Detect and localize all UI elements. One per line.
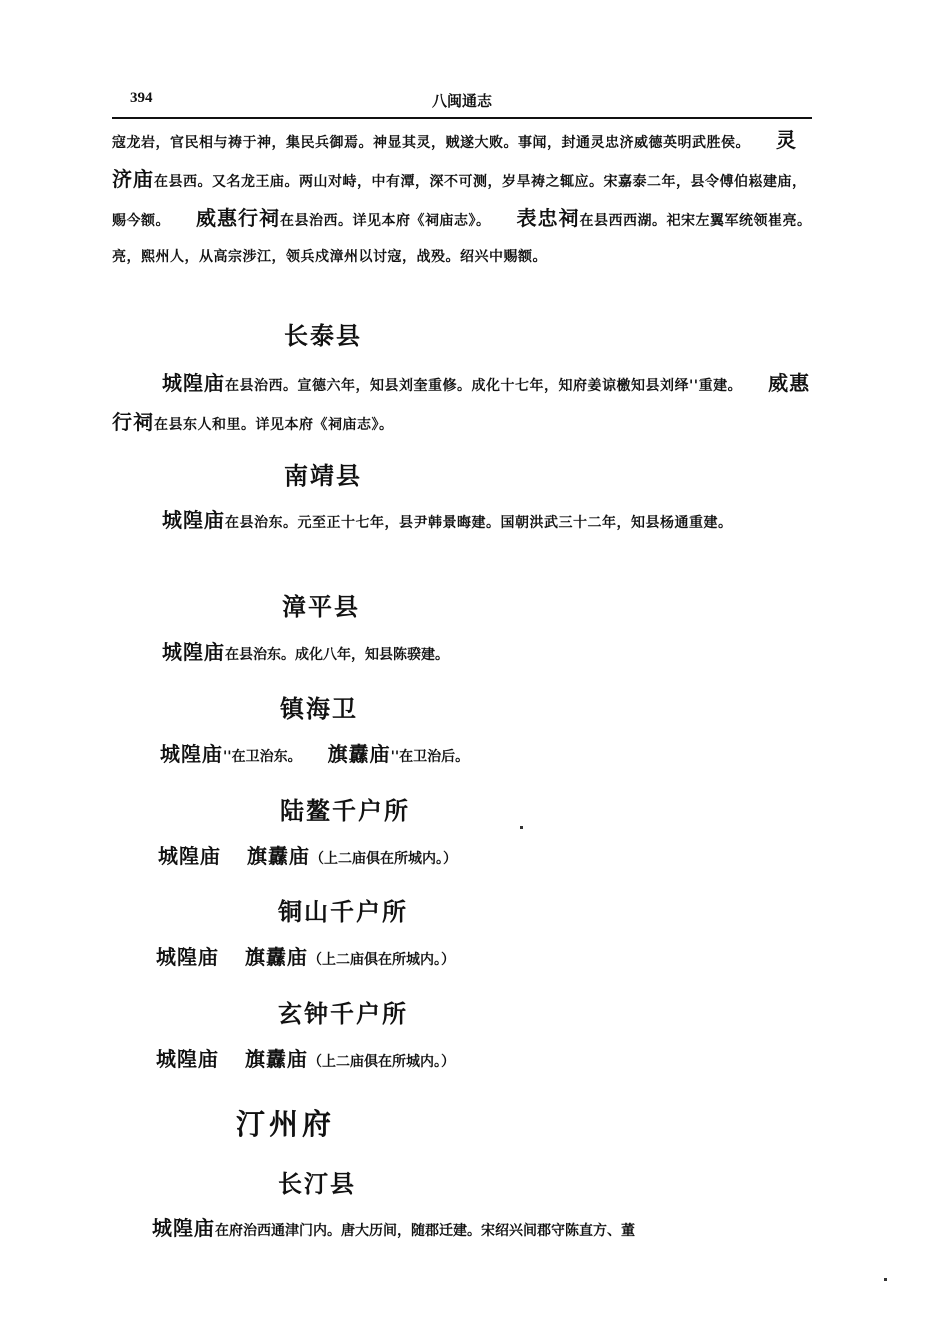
entry-text-weihui-shrine: 在县治西。详见本府《祠庙志》。 xyxy=(280,213,491,229)
scan-speck xyxy=(884,1278,887,1281)
paragraph-block-1 xyxy=(112,122,812,275)
entry-name-banner-temple: 旗纛庙 xyxy=(245,1047,308,1071)
entry-text-city-god-temple: 在县治东。成化八年，知县陈骙建。 xyxy=(225,647,449,663)
entry-text-biaozhong-shrine: 在县西西湖。祀宋左翼军统领崔亮。亮，熙州人，从高宗涉江，领兵戍漳州以讨寇，战殁。绍兴中赐额。 xyxy=(112,213,812,265)
section-heading-zhenhai: 镇海卫 xyxy=(280,694,358,723)
section-heading-changting: 长汀县 xyxy=(278,1169,356,1198)
page-header xyxy=(112,90,812,112)
scan-speck xyxy=(520,826,523,829)
entry-name-city-god-temple: 城隍庙 xyxy=(162,508,225,532)
entry-text-city-god-temple: ''在卫治东。 xyxy=(223,749,302,765)
entry-text-banner-temple: ''在卫治后。 xyxy=(390,749,470,765)
entry-name-city-god-temple: 城隍庙 xyxy=(162,640,225,664)
entry-name-lingji-temple: 灵济庙 xyxy=(112,128,797,191)
entry-name-city-god-temple: 城隍庙 xyxy=(156,1047,219,1071)
header-rule xyxy=(112,117,812,119)
line-xuanzhong xyxy=(156,1043,455,1072)
line-zhangping xyxy=(162,636,449,665)
entry-note: （上二庙俱在所城内。） xyxy=(308,1054,455,1070)
line-tongshan xyxy=(156,941,455,970)
entry-name-weihui-shrine: 威惠行祠 xyxy=(112,371,811,434)
page-number: 394 xyxy=(130,90,153,106)
entry-note: （上二庙俱在所城内。） xyxy=(310,851,457,867)
line-changting xyxy=(152,1212,635,1241)
line-luao xyxy=(158,840,457,869)
entry-name-city-god-temple: 城隍庙 xyxy=(162,371,225,395)
entry-name-banner-temple: 旗纛庙 xyxy=(247,844,310,868)
book-title: 八闽通志 xyxy=(431,92,492,110)
line-zhenhai xyxy=(160,738,469,767)
paragraph-changtai xyxy=(112,365,812,443)
entry-name-banner-temple: 旗纛庙 xyxy=(245,945,308,969)
entry-name-banner-temple: 旗纛庙 xyxy=(327,742,391,766)
text-continuation: 寇龙岩，官民相与祷于神，集民兵御焉。神显其灵，贼遂大败。事闻，封通灵忠济威德英明武胜侯。 xyxy=(112,135,750,151)
section-heading-xuanzhong: 玄钟千户所 xyxy=(278,999,408,1028)
entry-name-city-god-temple: 城隍庙 xyxy=(156,945,219,969)
section-heading-tongshan: 铜山千户所 xyxy=(278,897,408,926)
section-heading-luao: 陆鳌千户所 xyxy=(280,796,410,825)
entry-text-city-god-temple: 在县治东。元至正十七年，县尹韩景晦建。国朝洪武三十二年，知县杨通重建。 xyxy=(225,515,733,531)
section-heading-changtai: 长泰县 xyxy=(284,321,362,350)
entry-name-weihui-shrine: 威惠行祠 xyxy=(196,206,280,230)
entry-name-biaozhong-shrine: 表忠祠 xyxy=(516,206,580,230)
entry-text-weihui-shrine: 在县东人和里。详见本府《祠庙志》。 xyxy=(154,417,394,433)
entry-note: （上二庙俱在所城内。） xyxy=(308,952,455,968)
entry-text-city-god-temple: 在府治西通津门内。唐大历间，随郡迁建。宋绍兴间郡守陈直方、董 xyxy=(215,1223,635,1239)
prefecture-heading-tingzhou: 汀州府 xyxy=(236,1107,336,1141)
section-heading-nanjing: 南靖县 xyxy=(284,461,362,490)
entry-text-lingji-temple: 在县西。又名龙王庙。两山对峙，中有潭，深不可测，岁旱祷之辄应。宋嘉泰二年，县令傅伯崧建庙，赐今额。 xyxy=(112,174,807,229)
entry-name-city-god-temple: 城隍庙 xyxy=(158,844,221,868)
entry-text-city-god-temple: 在县治西。宣德六年，知县刘奎重修。成化十七年，知府姜谅檄知县刘绎''重建。 xyxy=(225,378,743,394)
paragraph-nanjing xyxy=(112,502,812,541)
section-heading-zhangping: 漳平县 xyxy=(282,592,360,621)
entry-name-city-god-temple: 城隍庙 xyxy=(160,742,223,766)
entry-name-city-god-temple: 城隍庙 xyxy=(152,1216,215,1240)
